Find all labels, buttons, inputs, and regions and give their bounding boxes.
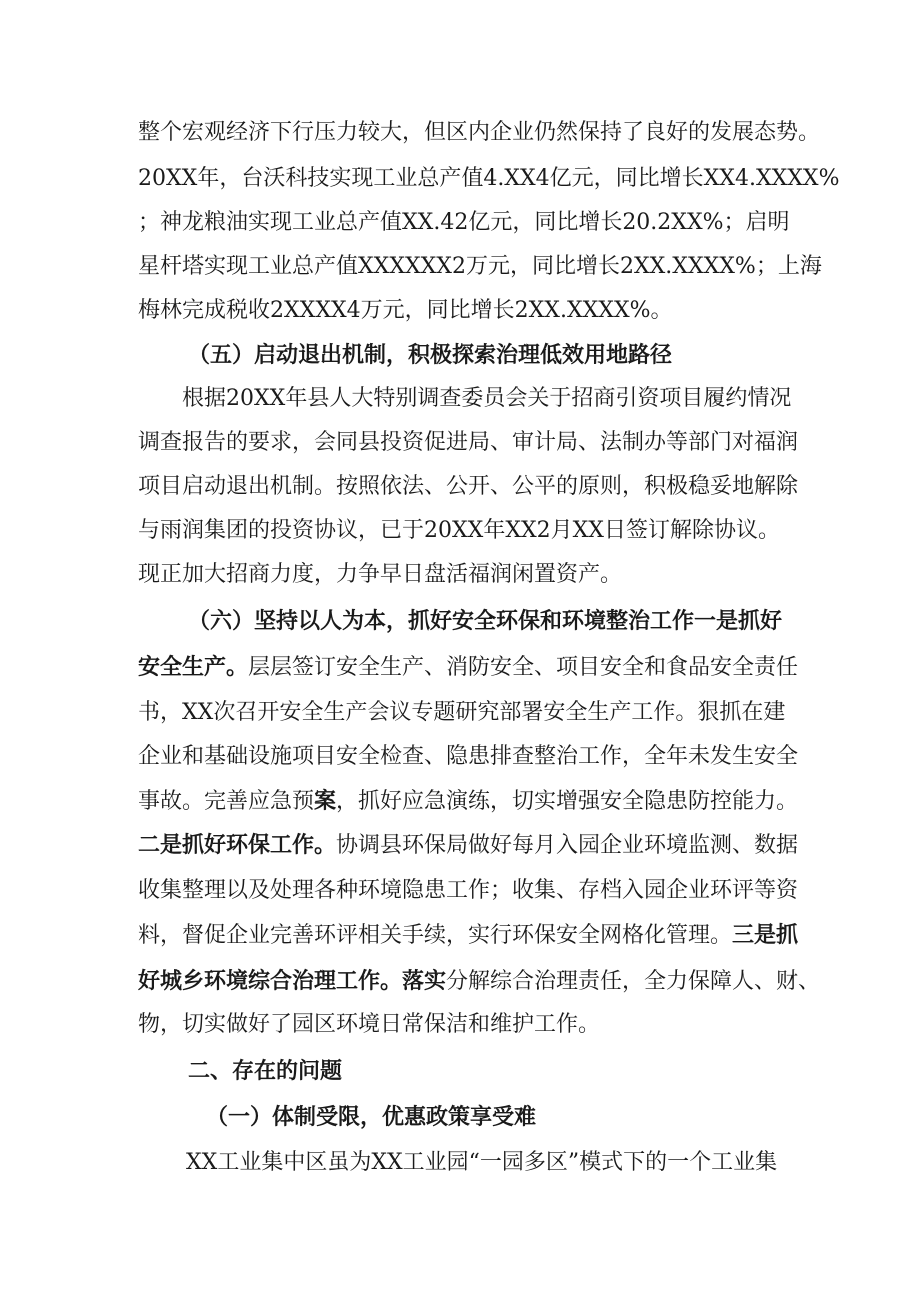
paragraph-line <box>138 966 820 997</box>
section-heading-line <box>188 606 782 637</box>
paragraph-line: 梅林完成税收2XXXX4万元，同比增长2XX.XXXX%。 <box>138 298 673 323</box>
paragraph-line: 与雨润集团的投资协议，已于20XX年XX2月XX日签订解除协议。 <box>138 518 780 543</box>
paragraph-line <box>138 920 798 951</box>
paragraph-line: ；神龙粮油实现工业总产值XX.42亿元，同比增长20.2XX%；启明 <box>138 210 790 235</box>
bold-phrase: 一是抓好 <box>694 608 783 634</box>
body-text: 分解综合治理责任，全力保障人、财、 <box>446 969 821 994</box>
paragraph-line <box>138 830 798 861</box>
body-text: 料，督促企业完善环评相关手续，实行环保安全网格化管理。 <box>138 923 733 948</box>
paragraph-line: 书，XX次召开安全生产会议专题研究部署安全生产工作。狠抓在建 <box>138 700 786 725</box>
bold-phrase: 案 <box>314 788 337 814</box>
body-text: 层层签订安全生产、消防安全、项目安全和食品安全责任 <box>248 655 799 680</box>
bold-phrase: 三是抓 <box>732 922 799 948</box>
paragraph-line: 调查报告的要求，会同县投资促进局、审计局、法制办等部门对福润 <box>138 430 799 455</box>
paragraph-line: 根据20XX年县人大特别调查委员会关于招商引资项目履约情况 <box>182 386 792 411</box>
section-heading: （五）启动退出机制，积极探索治理低效用地路径 <box>188 342 673 368</box>
body-text: 协调县环保局做好每月入园企业环境监测、数据 <box>336 833 799 858</box>
section-heading: （一）体制受限，优惠政策享受难 <box>206 1104 537 1130</box>
paragraph-line: 20XX年，台沃科技实现工业总产值4.XX4亿元，同比增长XX4.XXXX% <box>138 166 840 191</box>
bold-phrase: 安全生产。 <box>138 654 249 680</box>
paragraph-line: 现正加大招商力度，力争早日盘活福润闲置资产。 <box>138 562 623 587</box>
body-text: 事故。完善应急预 <box>138 789 315 814</box>
part-heading: 二、存在的问题 <box>188 1058 343 1084</box>
paragraph-line <box>138 652 798 683</box>
paragraph-line: 物，切实做好了园区环境日常保洁和维护工作。 <box>138 1012 601 1037</box>
paragraph-line: 企业和基础设施项目安全检查、隐患排查整治工作，全年未发生安全 <box>138 744 799 769</box>
paragraph-line: 星杆塔实现工业总产值XXXXXX2万元，同比增长2XX.XXXX%；上海 <box>138 254 822 279</box>
bold-phrase: 好城乡环境综合治理工作。落实 <box>138 968 447 994</box>
section-heading: （六）坚持以人为本，抓好安全环保和环境整治工作 <box>188 608 695 634</box>
paragraph-line: 整个宏观经济下行压力较大，但区内企业仍然保持了良好的发展态势。 <box>138 120 821 145</box>
paragraph-line <box>138 786 798 817</box>
paragraph-line: XX工业集中区虽为XX工业园“一园多区”模式下的一个工业集 <box>186 1150 778 1175</box>
bold-phrase: 二是抓好环保工作。 <box>138 832 337 858</box>
paragraph-line: 收集整理以及处理各种环境隐患工作；收集、存档入园企业环评等资 <box>138 878 799 903</box>
body-text: ，抓好应急演练，切实增强安全隐患防控能力。 <box>336 789 799 814</box>
paragraph-line: 项目启动退出机制。按照依法、公开、公平的原则，积极稳妥地解除 <box>138 474 799 499</box>
